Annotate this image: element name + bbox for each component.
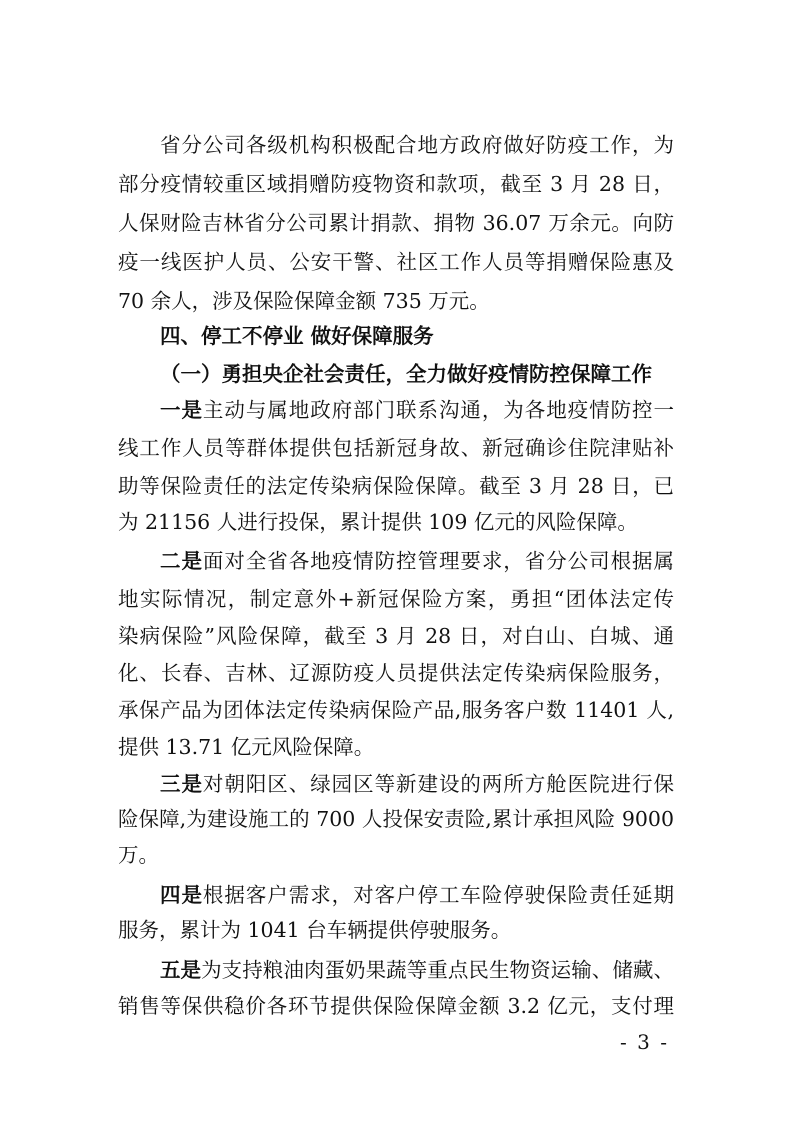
item-lead: 四是 [160,883,203,907]
paragraph-line: 四是根据客户需求，对客户停工车险停驶保险责任延期 [160,883,674,907]
paragraph-line: 线工作人员等群体提供包括新冠身故、新冠确诊住院津贴补 [118,436,674,460]
paragraph-line: 化、长春、吉林、辽源防疫人员提供法定传染病保险服务， [118,661,674,685]
paragraph-line: 助等保险责任的法定传染病保险保障。截至 3 月 28 日，已 [118,474,674,498]
item-lead: 二是 [160,549,203,573]
subsection-heading: （一）勇担央企社会责任，全力做好疫情防控保障工作 [160,362,652,386]
paragraph-line: 提供 13.71 亿元风险保障。 [118,735,375,759]
paragraph-line: 三是对朝阳区、绿园区等新建设的两所方舱医院进行保 [160,772,674,796]
paragraph-line: 为 21156 人进行投保，累计提供 109 亿元的风险保障。 [118,510,638,534]
paragraph-line: 人保财险吉林省分公司累计捐款、捐物 36.07 万余元。向防 [118,211,674,235]
paragraph-line: 70 余人，涉及保险保障金额 735 万元。 [118,289,490,313]
paragraph-line: 二是面对全省各地疫情防控管理要求，省分公司根据属 [160,549,674,573]
page-number: - 3 - [620,1030,669,1054]
paragraph-line: 一是主动与属地政府部门联系沟通，为各地疫情防控一 [160,398,674,422]
paragraph-line: 承保产品为团体法定传染病保险产品,服务客户数 11401 人, [118,698,674,722]
paragraph-line: 染病保险”风险保障，截至 3 月 28 日，对白山、白城、通 [118,624,674,648]
paragraph-line: 销售等保供稳价各环节提供保险保障金额 3.2 亿元，支付理 [118,994,674,1018]
paragraph-line: 部分疫情较重区域捐赠防疫物资和款项，截至 3 月 28 日， [118,172,674,196]
paragraph-line: 万。 [118,843,159,867]
item-lead: 三是 [160,772,203,796]
paragraph-line: 省分公司各级机构积极配合地方政府做好防疫工作，为 [160,133,674,157]
paragraph-line: 五是为支持粮油肉蛋奶果蔬等重点民生物资运输、储藏、 [160,958,674,982]
item-lead: 一是 [160,398,203,422]
paragraph-line: 疫一线医护人员、公安干警、社区工作人员等捐赠保险惠及 [118,250,674,274]
paragraph-line: 险保障,为建设施工的 700 人投保安责险,累计承担风险 9000 [118,807,674,831]
paragraph-line: 地实际情况，制定意外+新冠保险方案，勇担“团体法定传 [118,587,674,611]
item-lead: 五是 [160,958,202,982]
paragraph-line: 服务，累计为 1041 台车辆提供停驶服务。 [118,918,512,942]
section-heading: 四、停工不停业 做好保障服务 [160,324,434,348]
